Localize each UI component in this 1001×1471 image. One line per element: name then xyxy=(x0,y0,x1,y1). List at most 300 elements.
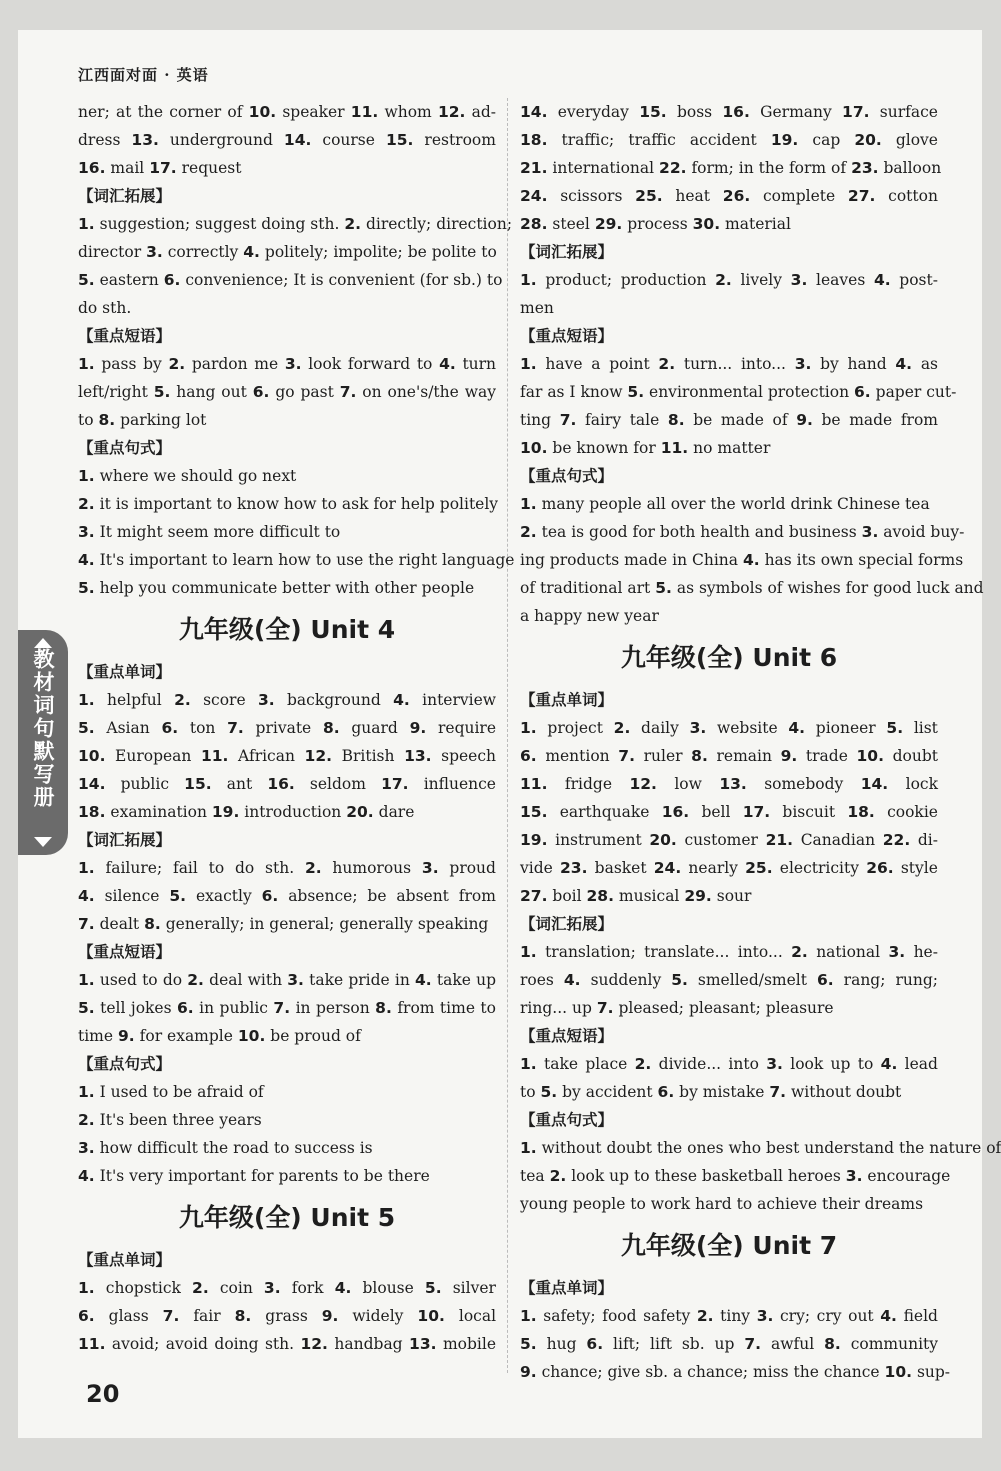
item-number: 3. xyxy=(689,719,707,737)
item-answer: fair xyxy=(193,1307,221,1325)
answer-line xyxy=(520,1358,951,1386)
item-number: 24. xyxy=(520,187,548,205)
item-number: 2. xyxy=(78,495,95,513)
item-answer: nearly xyxy=(688,859,738,877)
item-answer: ton xyxy=(189,719,216,737)
item-number: 5. xyxy=(627,383,645,401)
item-number: 4. xyxy=(78,887,95,905)
item-answer: ring... up xyxy=(520,999,592,1017)
item-number: 1. xyxy=(78,691,95,709)
column-divider xyxy=(507,98,508,1373)
item-answer: time xyxy=(78,1027,114,1045)
item-answer: electricity xyxy=(779,859,859,877)
item-answer: absence; be absent from xyxy=(288,887,496,905)
item-number: 16. xyxy=(78,159,106,177)
section-heading: 【重点短语】 xyxy=(78,943,172,961)
item-number: 1. xyxy=(78,971,95,989)
item-number: 10. xyxy=(884,1363,912,1381)
item-answer: low xyxy=(674,775,702,793)
item-number: 9. xyxy=(780,747,798,765)
item-answer: no matter xyxy=(693,439,771,457)
item-answer: eastern xyxy=(99,271,159,289)
answer-line xyxy=(78,910,496,938)
item-answer: proud xyxy=(449,859,496,877)
answer-line xyxy=(520,1134,1001,1162)
arrow-up-icon xyxy=(34,638,52,648)
item-number: 16. xyxy=(722,103,750,121)
item-answer: fairy tale xyxy=(585,411,660,429)
item-number: 15. xyxy=(385,131,414,149)
answer-line xyxy=(520,1330,938,1358)
answer-line xyxy=(520,126,938,154)
item-number: 7. xyxy=(78,915,95,933)
item-answer: paper cut- xyxy=(875,383,957,401)
item-number: 5. xyxy=(78,719,95,737)
item-number: 8. xyxy=(322,719,340,737)
item-number: 2. xyxy=(791,943,808,961)
answer-line xyxy=(520,378,957,406)
item-number: 3. xyxy=(766,1055,783,1073)
item-answer: course xyxy=(322,131,375,149)
item-number: 19. xyxy=(770,131,799,149)
item-answer: leaves xyxy=(816,271,866,289)
item-answer: instrument xyxy=(555,831,642,849)
answer-line xyxy=(78,798,496,826)
item-number: 26. xyxy=(866,859,894,877)
item-answer: grass xyxy=(265,1307,308,1325)
item-number: 11. xyxy=(350,103,379,121)
item-answer: seldom xyxy=(309,775,366,793)
item-answer: musical xyxy=(618,887,680,905)
item-answer: be made of xyxy=(693,411,788,429)
item-number: 6. xyxy=(161,719,179,737)
item-answer: It might seem more difficult to xyxy=(99,523,341,541)
item-number: 21. xyxy=(520,159,548,177)
item-answer: surface xyxy=(879,103,938,121)
item-answer: coin xyxy=(219,1279,253,1297)
item-number: 2. xyxy=(613,719,631,737)
item-number: 17. xyxy=(842,103,870,121)
item-answer: lead xyxy=(904,1055,938,1073)
unit-title: 九年级(全) Unit 4 xyxy=(178,615,396,644)
item-answer: examination xyxy=(110,803,207,821)
item-answer: tea xyxy=(520,1167,545,1185)
item-number: 3. xyxy=(845,1167,863,1185)
item-answer: far as I know xyxy=(520,383,623,401)
item-answer: chance; give sb. a chance; miss the chance xyxy=(541,1363,880,1381)
item-answer: look up to xyxy=(790,1055,874,1073)
side-tab[interactable] xyxy=(18,630,68,855)
item-number: 8. xyxy=(234,1307,252,1325)
answer-line xyxy=(78,546,515,574)
right-column xyxy=(520,98,1001,1386)
item-answer: international xyxy=(552,159,655,177)
item-answer: customer xyxy=(684,831,758,849)
item-number: 20. xyxy=(346,803,374,821)
item-number: 8. xyxy=(824,1335,841,1353)
item-answer: dare xyxy=(378,803,415,821)
item-answer: lively xyxy=(740,271,783,289)
item-answer: glass xyxy=(108,1307,149,1325)
item-number: 5. xyxy=(78,579,95,597)
answer-line xyxy=(520,994,938,1022)
item-number: 29. xyxy=(594,215,623,233)
item-answer: mobile xyxy=(442,1335,496,1353)
item-answer: avoid buy- xyxy=(883,523,965,541)
item-answer: exactly xyxy=(195,887,252,905)
item-answer: cap xyxy=(812,131,841,149)
item-number: 14. xyxy=(860,775,889,793)
item-answer: ing products made in China xyxy=(520,551,738,569)
item-answer: helpful xyxy=(107,691,162,709)
item-answer: tea is good for both health and business xyxy=(541,523,857,541)
item-answer: ting xyxy=(520,411,552,429)
item-number: 11. xyxy=(520,775,548,793)
item-number: 26. xyxy=(722,187,751,205)
answer-line xyxy=(78,770,496,798)
item-answer: bell xyxy=(701,803,731,821)
item-answer: director xyxy=(78,243,142,261)
item-answer: glove xyxy=(895,131,938,149)
item-number: 18. xyxy=(78,803,106,821)
item-number: 23. xyxy=(851,159,879,177)
item-number: 4. xyxy=(880,1055,898,1073)
item-number: 2. xyxy=(634,1055,652,1073)
item-answer: many people all over the world drink Chinese tea xyxy=(541,495,930,513)
item-answer: without doubt the ones who best understand the nature of xyxy=(541,1139,1001,1157)
answer-line xyxy=(520,210,938,238)
item-number: 3. xyxy=(861,523,879,541)
item-number: 3. xyxy=(284,355,302,373)
item-number: 5. xyxy=(169,887,187,905)
item-answer: rang; rung; xyxy=(843,971,938,989)
item-number: 17. xyxy=(742,803,771,821)
item-number: 15. xyxy=(639,103,667,121)
item-number: 6. xyxy=(657,1083,675,1101)
item-number: 2. xyxy=(520,523,537,541)
answer-line xyxy=(520,294,938,322)
item-number: 3. xyxy=(888,943,906,961)
item-number: 7. xyxy=(339,383,357,401)
unit-title: 九年级(全) Unit 6 xyxy=(620,643,838,672)
item-answer: take up xyxy=(436,971,497,989)
item-answer: in public xyxy=(199,999,268,1017)
item-answer: Asian xyxy=(106,719,150,737)
item-number: 2. xyxy=(304,859,322,877)
answer-line xyxy=(78,462,496,490)
item-number: 13. xyxy=(409,1335,437,1353)
item-number: 18. xyxy=(847,803,875,821)
answer-line xyxy=(520,770,938,798)
item-answer: without doubt xyxy=(790,1083,902,1101)
item-number: 6. xyxy=(261,887,279,905)
item-answer: environmental protection xyxy=(649,383,850,401)
item-answer: cry; cry out xyxy=(779,1307,874,1325)
item-answer: dealt xyxy=(99,915,140,933)
item-answer: divide... into xyxy=(658,1055,759,1073)
item-number: 4. xyxy=(243,243,260,261)
item-answer: whom xyxy=(384,103,432,121)
answer-line xyxy=(520,574,984,602)
answer-line xyxy=(520,546,964,574)
section-heading: 【重点句式】 xyxy=(78,1055,172,1073)
item-number: 14. xyxy=(520,103,548,121)
item-number: 10. xyxy=(417,1307,445,1325)
item-answer: form; in the form of xyxy=(691,159,847,177)
answer-line xyxy=(520,938,938,966)
answer-line xyxy=(78,238,496,266)
item-answer: encourage xyxy=(867,1167,951,1185)
arrow-down-icon xyxy=(34,837,52,847)
item-number: 3. xyxy=(790,271,808,289)
item-answer: require xyxy=(437,719,497,737)
item-answer: help you communicate better with other people xyxy=(99,579,475,597)
item-number: 13. xyxy=(131,131,159,149)
item-number: 14. xyxy=(283,131,312,149)
item-answer: of traditional art xyxy=(520,579,651,597)
item-number: 3. xyxy=(78,1139,95,1157)
item-number: 10. xyxy=(237,1027,266,1045)
item-answer: product; production xyxy=(545,271,707,289)
item-answer: fork xyxy=(291,1279,324,1297)
item-answer: deal with xyxy=(209,971,283,989)
item-number: 4. xyxy=(439,355,456,373)
item-answer: underground xyxy=(169,131,273,149)
item-answer: as xyxy=(920,355,939,373)
item-number: 10. xyxy=(78,747,106,765)
item-number: 19. xyxy=(211,803,240,821)
item-number: 9. xyxy=(321,1307,339,1325)
answer-line xyxy=(78,1330,496,1358)
item-answer: look forward to xyxy=(308,355,433,373)
item-answer: avoid; avoid doing sth. xyxy=(111,1335,295,1353)
answer-line xyxy=(78,210,513,238)
answer-line xyxy=(520,1162,951,1190)
item-number: 28. xyxy=(520,215,548,233)
item-number: 1. xyxy=(78,355,95,373)
section-heading: 【词汇拓展】 xyxy=(78,187,172,205)
answer-line xyxy=(78,1302,496,1330)
item-number: 2. xyxy=(696,1307,714,1325)
item-answer: balloon xyxy=(883,159,942,177)
item-number: 6. xyxy=(816,971,834,989)
item-answer: project xyxy=(547,719,603,737)
item-number: 3. xyxy=(287,971,304,989)
item-number: 17. xyxy=(381,775,409,793)
item-answer: politely; impolite; be polite to xyxy=(264,243,497,261)
item-answer: steel xyxy=(552,215,590,233)
item-number: 2. xyxy=(549,1167,567,1185)
answer-line xyxy=(78,154,496,182)
item-number: 4. xyxy=(880,1307,897,1325)
item-number: 2. xyxy=(715,271,732,289)
answer-line xyxy=(520,406,938,434)
item-answer: it is important to know how to ask for help politely xyxy=(99,495,499,513)
answer-line xyxy=(78,98,496,126)
section-heading: 【重点短语】 xyxy=(520,1027,614,1045)
answer-line xyxy=(520,1302,938,1330)
item-answer: boil xyxy=(552,887,582,905)
answer-line xyxy=(520,882,938,910)
item-answer: young people to work hard to achieve their dreams xyxy=(520,1195,924,1213)
answer-line xyxy=(520,154,942,182)
item-number: 19. xyxy=(520,831,548,849)
item-answer: traffic; traffic accident xyxy=(561,131,757,149)
section-heading: 【重点短语】 xyxy=(520,327,614,345)
answer-line xyxy=(78,1106,496,1134)
item-number: 1. xyxy=(520,271,537,289)
item-answer: ad- xyxy=(471,103,497,121)
answer-line xyxy=(520,182,938,210)
item-answer: failure; fail to do sth. xyxy=(105,859,295,877)
item-number: 1. xyxy=(78,859,95,877)
item-number: 6. xyxy=(854,383,871,401)
item-number: 3. xyxy=(257,691,275,709)
item-number: 13. xyxy=(404,747,432,765)
item-answer: vide xyxy=(520,859,553,877)
answer-line xyxy=(78,1162,496,1190)
item-answer: be made from xyxy=(821,411,938,429)
item-number: 5. xyxy=(424,1279,442,1297)
item-answer: a happy new year xyxy=(520,607,659,625)
item-answer: where we should go next xyxy=(99,467,297,485)
item-number: 8. xyxy=(667,411,685,429)
item-answer: as symbols of wishes for good luck and xyxy=(676,579,984,597)
answer-line xyxy=(520,966,938,994)
item-answer: cotton xyxy=(888,187,938,205)
answer-line xyxy=(78,686,496,714)
item-number: 6. xyxy=(586,1335,604,1353)
item-number: 2. xyxy=(174,691,191,709)
item-answer: community xyxy=(850,1335,939,1353)
item-number: 7. xyxy=(227,719,244,737)
item-number: 12. xyxy=(304,747,333,765)
item-number: 1. xyxy=(520,1055,537,1073)
item-answer: heat xyxy=(675,187,711,205)
item-number: 14. xyxy=(78,775,106,793)
section-heading: 【重点短语】 xyxy=(78,327,172,345)
item-answer: basket xyxy=(594,859,647,877)
item-answer: be proud of xyxy=(270,1027,361,1045)
item-number: 30. xyxy=(692,215,721,233)
item-answer: scissors xyxy=(560,187,623,205)
item-number: 4. xyxy=(563,971,581,989)
item-answer: Germany xyxy=(760,103,832,121)
item-answer: generally; in general; generally speaking xyxy=(165,915,489,933)
item-answer: influence xyxy=(423,775,496,793)
item-answer: It's very important for parents to be there xyxy=(99,1167,430,1185)
item-answer: awful xyxy=(770,1335,815,1353)
item-answer: by mistake xyxy=(679,1083,765,1101)
answer-line xyxy=(78,406,496,434)
item-number: 6. xyxy=(78,1307,95,1325)
item-answer: to xyxy=(78,411,94,429)
item-number: 7. xyxy=(273,999,291,1017)
answer-line xyxy=(520,602,938,630)
item-answer: roes xyxy=(520,971,554,989)
answer-line xyxy=(78,294,496,322)
page-number: 20 xyxy=(86,1380,120,1408)
item-answer: silver xyxy=(452,1279,496,1297)
item-number: 3. xyxy=(794,355,812,373)
item-number: 6. xyxy=(163,271,181,289)
item-number: 5. xyxy=(655,579,672,597)
unit-title: 九年级(全) Unit 7 xyxy=(620,1231,838,1260)
item-number: 13. xyxy=(719,775,747,793)
item-answer: directly; direction; xyxy=(365,215,513,233)
answer-line xyxy=(520,714,938,742)
item-answer: Canadian xyxy=(800,831,876,849)
item-answer: tell jokes xyxy=(100,999,172,1017)
item-number: 2. xyxy=(78,1111,95,1129)
item-number: 10. xyxy=(520,439,548,457)
item-number: 1. xyxy=(520,495,537,513)
item-number: 27. xyxy=(847,187,876,205)
item-answer: African xyxy=(238,747,295,765)
item-number: 7. xyxy=(559,411,577,429)
item-number: 12. xyxy=(300,1335,328,1353)
answer-line xyxy=(520,1190,938,1218)
item-number: 8. xyxy=(144,915,161,933)
item-number: 3. xyxy=(146,243,163,261)
answer-line xyxy=(78,714,496,742)
item-answer: somebody xyxy=(764,775,844,793)
item-answer: from time to xyxy=(397,999,496,1017)
answer-line xyxy=(520,98,938,126)
item-answer: boss xyxy=(676,103,713,121)
answer-line xyxy=(78,1134,496,1162)
unit-title: 九年级(全) Unit 5 xyxy=(178,1203,396,1232)
section-heading: 【重点句式】 xyxy=(520,467,614,485)
item-number: 3. xyxy=(756,1307,774,1325)
answer-line xyxy=(78,350,496,378)
answer-line xyxy=(78,378,496,406)
item-answer: be known for xyxy=(552,439,656,457)
item-number: 9. xyxy=(796,411,813,429)
item-number: 4. xyxy=(895,355,913,373)
item-answer: speaker xyxy=(282,103,345,121)
item-number: 4. xyxy=(78,1167,95,1185)
item-answer: humorous xyxy=(332,859,412,877)
item-number: 12. xyxy=(437,103,466,121)
section-heading: 【重点句式】 xyxy=(520,1111,614,1129)
item-answer: pass by xyxy=(101,355,162,373)
answer-line xyxy=(520,1078,938,1106)
item-answer: he- xyxy=(913,943,938,961)
answer-line xyxy=(520,518,965,546)
answer-line xyxy=(78,126,496,154)
section-heading: 【重点单词】 xyxy=(520,691,614,709)
answer-line xyxy=(520,1050,938,1078)
item-answer: request xyxy=(181,159,242,177)
item-number: 10. xyxy=(856,747,884,765)
item-answer: score xyxy=(203,691,246,709)
item-answer: by hand xyxy=(820,355,887,373)
item-answer: has its own special forms xyxy=(764,551,964,569)
item-number: 4. xyxy=(742,551,760,569)
item-answer: process xyxy=(627,215,688,233)
item-number: 1. xyxy=(520,355,537,373)
item-answer: chopstick xyxy=(105,1279,181,1297)
item-number: 4. xyxy=(873,271,891,289)
item-number: 1. xyxy=(520,1307,537,1325)
item-number: 5. xyxy=(520,1335,537,1353)
item-answer: pleased; pleasant; pleasure xyxy=(618,999,834,1017)
item-number: 11. xyxy=(660,439,689,457)
item-answer: everyday xyxy=(557,103,629,121)
item-number: 9. xyxy=(409,719,427,737)
section-heading: 【词汇拓展】 xyxy=(520,915,614,933)
